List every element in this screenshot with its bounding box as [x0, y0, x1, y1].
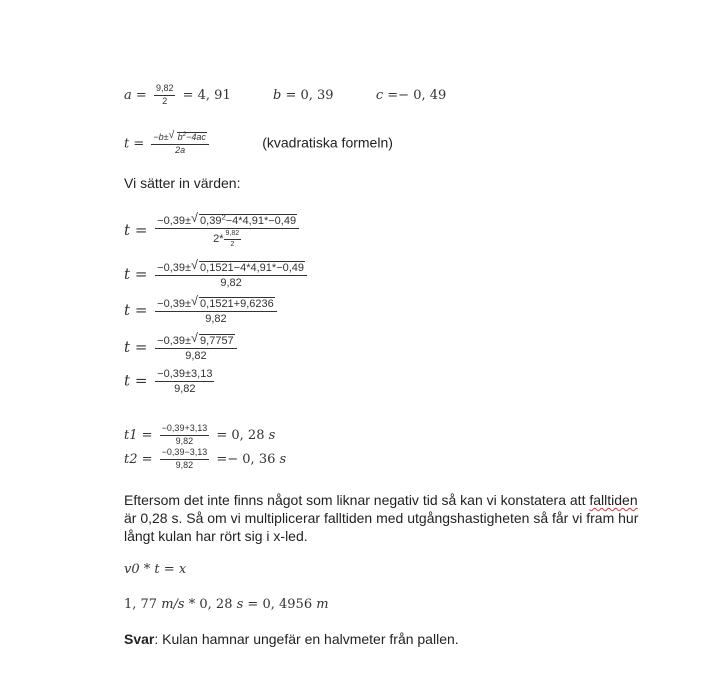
t2-lhs: t2 [124, 451, 138, 467]
qf-num-prefix: −b± [153, 132, 169, 142]
qf-fraction [151, 132, 209, 156]
mf-t: t [154, 562, 160, 577]
step-4-lhs: t [124, 338, 131, 357]
calc-result: 0, 4956 [262, 597, 313, 612]
coefficients-line: a = $\frac{9,82}{2}$ = 4, 91 b = 0, 39 c =− 0, 49 [124, 83, 447, 106]
calc-time: 0, 28 [199, 597, 233, 612]
qf-radicand-base: b [177, 132, 183, 142]
qf-denominator: 2a [175, 144, 186, 155]
answer-text: : Kulan hamnar ungefär en halvmeter från pallen. [154, 631, 459, 647]
step-3-denominator: 9,82 [205, 313, 227, 326]
coef-b-value: 0, 39 [300, 87, 334, 103]
coef-c-value: =− 0, 49 [387, 87, 447, 103]
step-5-lhs: t [124, 371, 131, 390]
step-1-sqrt [191, 211, 297, 227]
qf-numerator [151, 132, 209, 145]
calc-op: * [188, 597, 196, 612]
step-5-denominator: 9,82 [174, 383, 196, 396]
qf-lhs: t [124, 136, 130, 152]
step-4-numerator [155, 331, 237, 349]
step-4-sqrt [191, 331, 235, 347]
coef-c-var: c [375, 87, 384, 103]
t1-numerator: −0,39+3,13 [160, 424, 210, 436]
conclusion-paragraph [124, 491, 638, 545]
qf-radicand-exp: 2 [182, 131, 187, 138]
t2-fraction [160, 448, 210, 471]
step-3: t = −0,39± √ 0,1521+9,6236 9,82 [124, 297, 280, 325]
qf-note: (kvadratiska formeln) [262, 134, 393, 151]
answer-label: Svar [124, 631, 155, 647]
step-3-prefix: −0,39± [157, 298, 192, 310]
spellcheck-flagged-word[interactable]: falltiden [589, 492, 638, 508]
solution-t2: t2 = $\frac{-0,39-3,13}{9,82}$ =− 0, 36 s [124, 447, 287, 470]
sqrt-icon: √ [168, 130, 175, 141]
step-3-lhs: t [124, 301, 131, 320]
step-3-radicand: 0,1521+9,6236 [200, 298, 274, 310]
t1-lhs: t1 [124, 427, 138, 443]
step-2-fraction [155, 258, 307, 290]
step-1-radicand: 0,39 [200, 215, 222, 227]
coef-a-den: 2 [162, 95, 168, 106]
step-5-fraction [155, 368, 214, 395]
sqrt-icon: √ [191, 211, 198, 225]
t1-denominator: 9,82 [175, 435, 194, 446]
step-4-radicand: 9,7757 [200, 335, 234, 347]
step-4: t = −0,39± √ 9,7757 9,82 [124, 334, 240, 362]
step-2-prefix: −0,39± [157, 262, 192, 274]
step-1-numerator [155, 211, 299, 229]
calc-eq: = [247, 597, 259, 612]
t2-denominator: 9,82 [175, 459, 194, 470]
mf-eq: = [163, 562, 175, 577]
calc-velocity-unit: m/s [161, 597, 185, 612]
step-2-sqrt [191, 258, 305, 274]
step-3-sqrt [191, 294, 275, 310]
t1-unit: s [268, 427, 276, 443]
quadratic-formula-line: t = −b± √ $b^2-4ac$ 2a (kvadratiska formeln) [124, 130, 393, 155]
calc-result-unit: m [316, 597, 329, 612]
step-1: t = −0,39± √ $0,39^2-4*4,91*-0,49$ 2* $\frac{9,82}{2}$ [124, 214, 302, 248]
distance-calculation [124, 597, 329, 612]
mf-v0: v0 [124, 562, 140, 577]
sqrt-icon: √ [191, 331, 198, 345]
step-2-numerator [155, 258, 307, 276]
calc-time-unit: s [236, 597, 244, 612]
conclusion-line-3: långt kulan har rört sig i x-led. [124, 528, 308, 544]
step-3-fraction [155, 294, 277, 326]
step-1-radicand-rest: −4*4,91*−0,49 [225, 215, 297, 227]
conclusion-line-1 [124, 491, 638, 509]
qf-sqrt [169, 132, 207, 143]
step-1-lhs: t [124, 221, 131, 240]
step-2-denominator: 9,82 [220, 277, 242, 290]
step-1-denominator [211, 229, 243, 248]
step-4-fraction [155, 331, 237, 363]
solution-t1: t1 = $\frac{-0,39+3,13}{9,82}$ = 0, 28 s [124, 423, 276, 446]
step-3-numerator [155, 294, 277, 312]
mf-op: * [143, 562, 151, 577]
step-2-lhs: t [124, 265, 131, 284]
step-1-prefix: −0,39± [157, 215, 192, 227]
calc-velocity: 1, 77 [124, 597, 158, 612]
coef-a-result: 4, 91 [197, 87, 231, 103]
step-4-prefix: −0,39± [157, 335, 192, 347]
conclusion-line-2: är 0,28 s. Så om vi multiplicerar falltiden med utgångshastigheten så får vi fram hur [124, 510, 639, 526]
intro-text: Vi sätter in värden: [124, 175, 241, 191]
step-1-den-prefix: 2* [213, 233, 224, 246]
coef-a-fraction [154, 84, 176, 107]
t2-numerator: −0,39−3,13 [160, 448, 210, 460]
t1-fraction [160, 424, 210, 447]
step-1-radicand-exp: 2 [221, 212, 226, 222]
step-1-den-frac-num: 9,82 [224, 230, 242, 240]
sqrt-icon: √ [191, 258, 198, 272]
step-4-denominator: 9,82 [185, 350, 207, 363]
sqrt-icon: √ [191, 294, 198, 308]
qf-radicand-rest: −4ac [186, 132, 206, 142]
t2-unit: s [279, 451, 287, 467]
coef-b-var: b [273, 87, 282, 103]
t1-result: = 0, 28 [216, 427, 265, 443]
answer-line [124, 631, 459, 647]
t2-result: =− 0, 36 [216, 451, 276, 467]
step-2-radicand: 0,1521−4*4,91*−0,49 [200, 262, 305, 274]
coef-a-num: 9,82 [154, 84, 176, 96]
step-1-den-fraction [224, 230, 242, 248]
motion-formula [124, 562, 186, 577]
step-1-den-frac-den: 2 [230, 240, 235, 248]
coef-a-var: a [124, 87, 132, 103]
step-5-numerator: −0,39±3,13 [155, 368, 214, 382]
step-5: t = $\frac{-0,39\pm 3,13}{9,82}$ [124, 368, 213, 396]
step-2: t = −0,39± √ 0,1521−4*4,91*−0,49 9,82 [124, 261, 310, 289]
conclusion-line-1-text: Eftersom det inte finns något som liknar negativ tid så kan vi konstatera att [124, 492, 590, 508]
mf-x: x [178, 562, 187, 577]
step-1-fraction [155, 211, 299, 248]
